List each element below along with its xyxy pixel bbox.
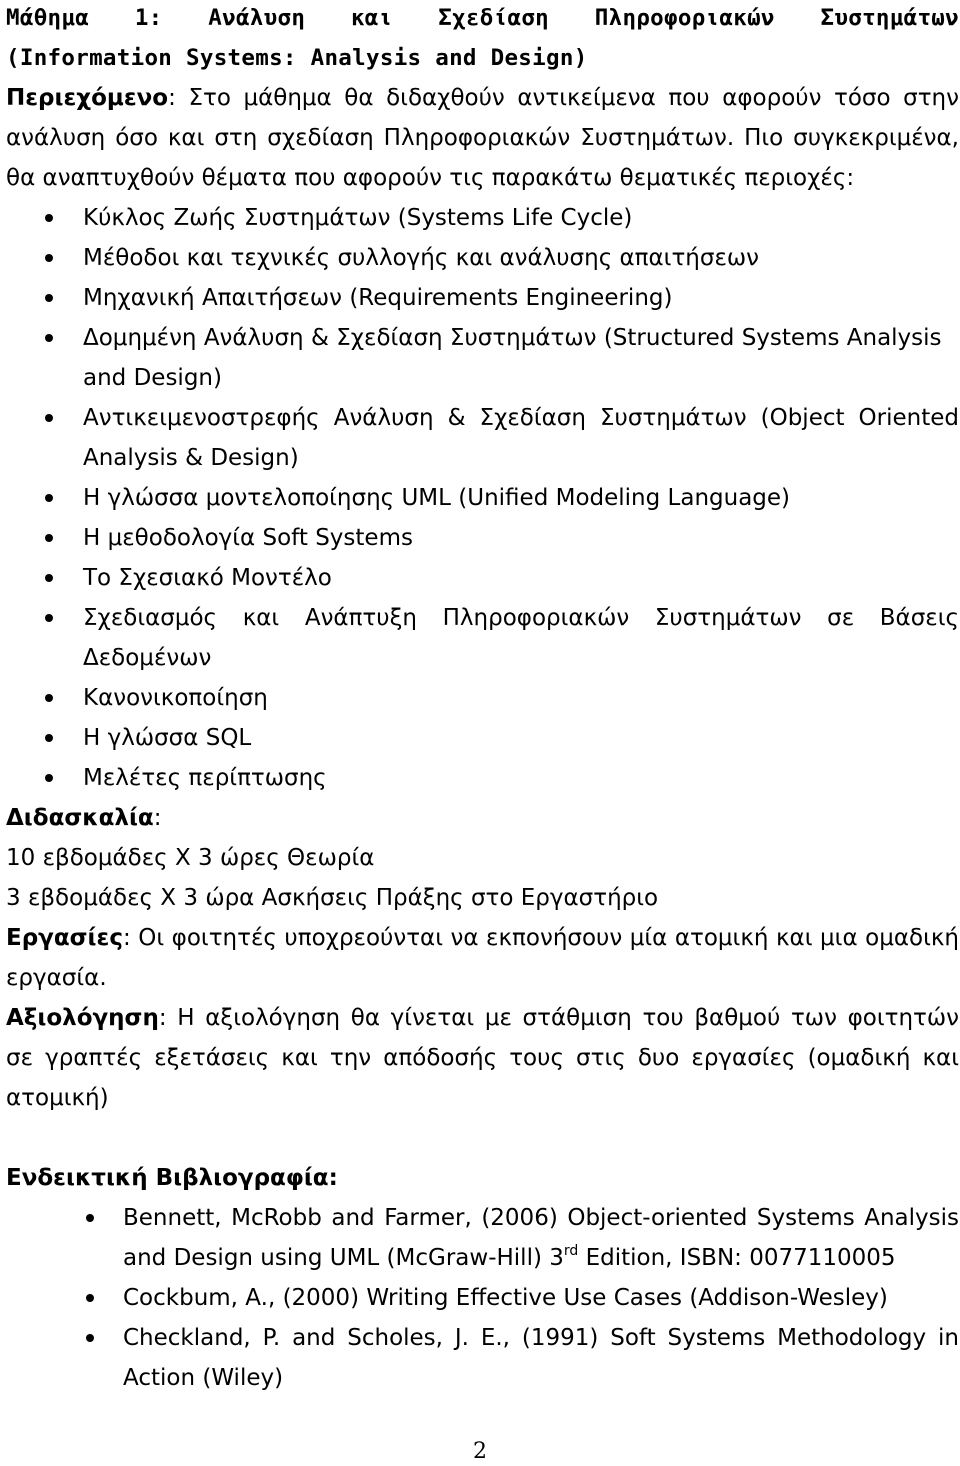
evaluation-label: Αξιολόγηση bbox=[6, 1005, 159, 1031]
bullet-icon bbox=[45, 334, 53, 342]
list-item: Μελέτες περίπτωσης bbox=[6, 758, 959, 798]
list-item: Bennett, McRobb and Farmer, (2006) Object-oriented Systems Analysis and Design using UML (McGraw-Hill) 3rd Edition, ISBN: 0077110005 bbox=[6, 1198, 959, 1278]
topics-list bbox=[6, 198, 959, 798]
bullet-icon bbox=[86, 1214, 94, 1222]
bullet-icon bbox=[45, 574, 53, 582]
bibliography-title: Ενδεικτική Βιβλιογραφία: bbox=[6, 1165, 338, 1191]
teaching-theory: 10 εβδομάδες Χ 3 ώρες Θεωρία bbox=[6, 845, 375, 871]
bullet-icon bbox=[45, 614, 53, 622]
bullet-icon bbox=[45, 774, 53, 782]
list-item: Η γλώσσα μοντελοποίησης UML (Unified Modeling Language) bbox=[6, 478, 959, 518]
course-title: Μάθημα 1: Ανάλυση και Σχεδίαση Πληροφοριακών Συστημάτων bbox=[6, 5, 959, 31]
bibliography-list bbox=[6, 1198, 959, 1398]
bullet-icon bbox=[45, 734, 53, 742]
teaching-label: Διδασκαλία bbox=[6, 805, 154, 831]
bullet-icon bbox=[86, 1294, 94, 1302]
document-page bbox=[6, 0, 959, 1398]
list-item: Cockbum, A., (2000) Writing Effective Use Cases (Addison-Wesley) bbox=[6, 1278, 959, 1318]
bullet-icon bbox=[45, 214, 53, 222]
list-item: Η γλώσσα SQL bbox=[6, 718, 959, 758]
teaching-lab: 3 εβδομάδες Χ 3 ώρα Ασκήσεις Πράξης στο Εργαστήριο bbox=[6, 885, 659, 911]
list-item: Η μεθοδολογία Soft Systems bbox=[6, 518, 959, 558]
bullet-icon bbox=[45, 294, 53, 302]
list-item: Μέθοδοι και τεχνικές συλλογής και ανάλυσης απαιτήσεων bbox=[6, 238, 959, 278]
list-item: Κανονικοποίηση bbox=[6, 678, 959, 718]
list-item: Αντικειμενοστρεφής Ανάλυση & Σχεδίαση Συστημάτων (Object Oriented Analysis & Design) bbox=[6, 398, 959, 478]
bullet-icon bbox=[45, 534, 53, 542]
content-paragraph bbox=[6, 78, 959, 198]
assignments-label: Εργασίες bbox=[6, 925, 123, 951]
bullet-icon bbox=[45, 414, 53, 422]
bullet-icon bbox=[86, 1334, 94, 1342]
bullet-icon bbox=[45, 494, 53, 502]
content-text: : Στο μάθημα θα διδαχθούν αντικείμενα που αφορούν τόσο στην ανάλυση όσο και στη σχεδίαση Πληροφοριακών Συστημάτων. Πιο συγκεκριμένα, θα αναπτυχθούν θέματα που αφορούν τις παρακάτω θεματικές περιοχές: bbox=[6, 85, 959, 191]
content-label: Περιεχόμενο bbox=[6, 85, 169, 111]
assignments-paragraph: Εργασίες: Οι φοιτητές υποχρεούνται να εκπονήσουν μία ατομική και μια ομαδική εργασία. bbox=[6, 925, 959, 991]
list-item: Δομημένη Ανάλυση & Σχεδίαση Συστημάτων (Structured Systems Analysis and Design) bbox=[6, 318, 959, 398]
evaluation-paragraph: Αξιολόγηση: Η αξιολόγηση θα γίνεται με στάθμιση του βαθμού των φοιτητών σε γραπτές εξετάσεις και την απόδοσής τους στις δυο εργασίες (ομαδική και ατομική) bbox=[6, 1005, 959, 1111]
teaching-heading: Διδασκαλία: bbox=[6, 805, 162, 831]
bullet-icon bbox=[45, 694, 53, 702]
page-number: 2 bbox=[473, 1439, 487, 1464]
bullet-icon bbox=[45, 254, 53, 262]
course-subtitle: (Information Systems: Analysis and Design) bbox=[6, 45, 588, 71]
list-item: Μηχανική Απαιτήσεων (Requirements Engineering) bbox=[6, 278, 959, 318]
list-item: Σχεδιασμός και Ανάπτυξη Πληροφοριακών Συστημάτων σε Βάσεις Δεδομένων bbox=[6, 598, 959, 678]
list-item: Checkland, P. and Scholes, J. E., (1991) Soft Systems Methodology in Action (Wiley) bbox=[6, 1318, 959, 1398]
list-item: Κύκλος Ζωής Συστημάτων (Systems Life Cycle) bbox=[6, 198, 959, 238]
list-item: Το Σχεσιακό Μοντέλο bbox=[6, 558, 959, 598]
